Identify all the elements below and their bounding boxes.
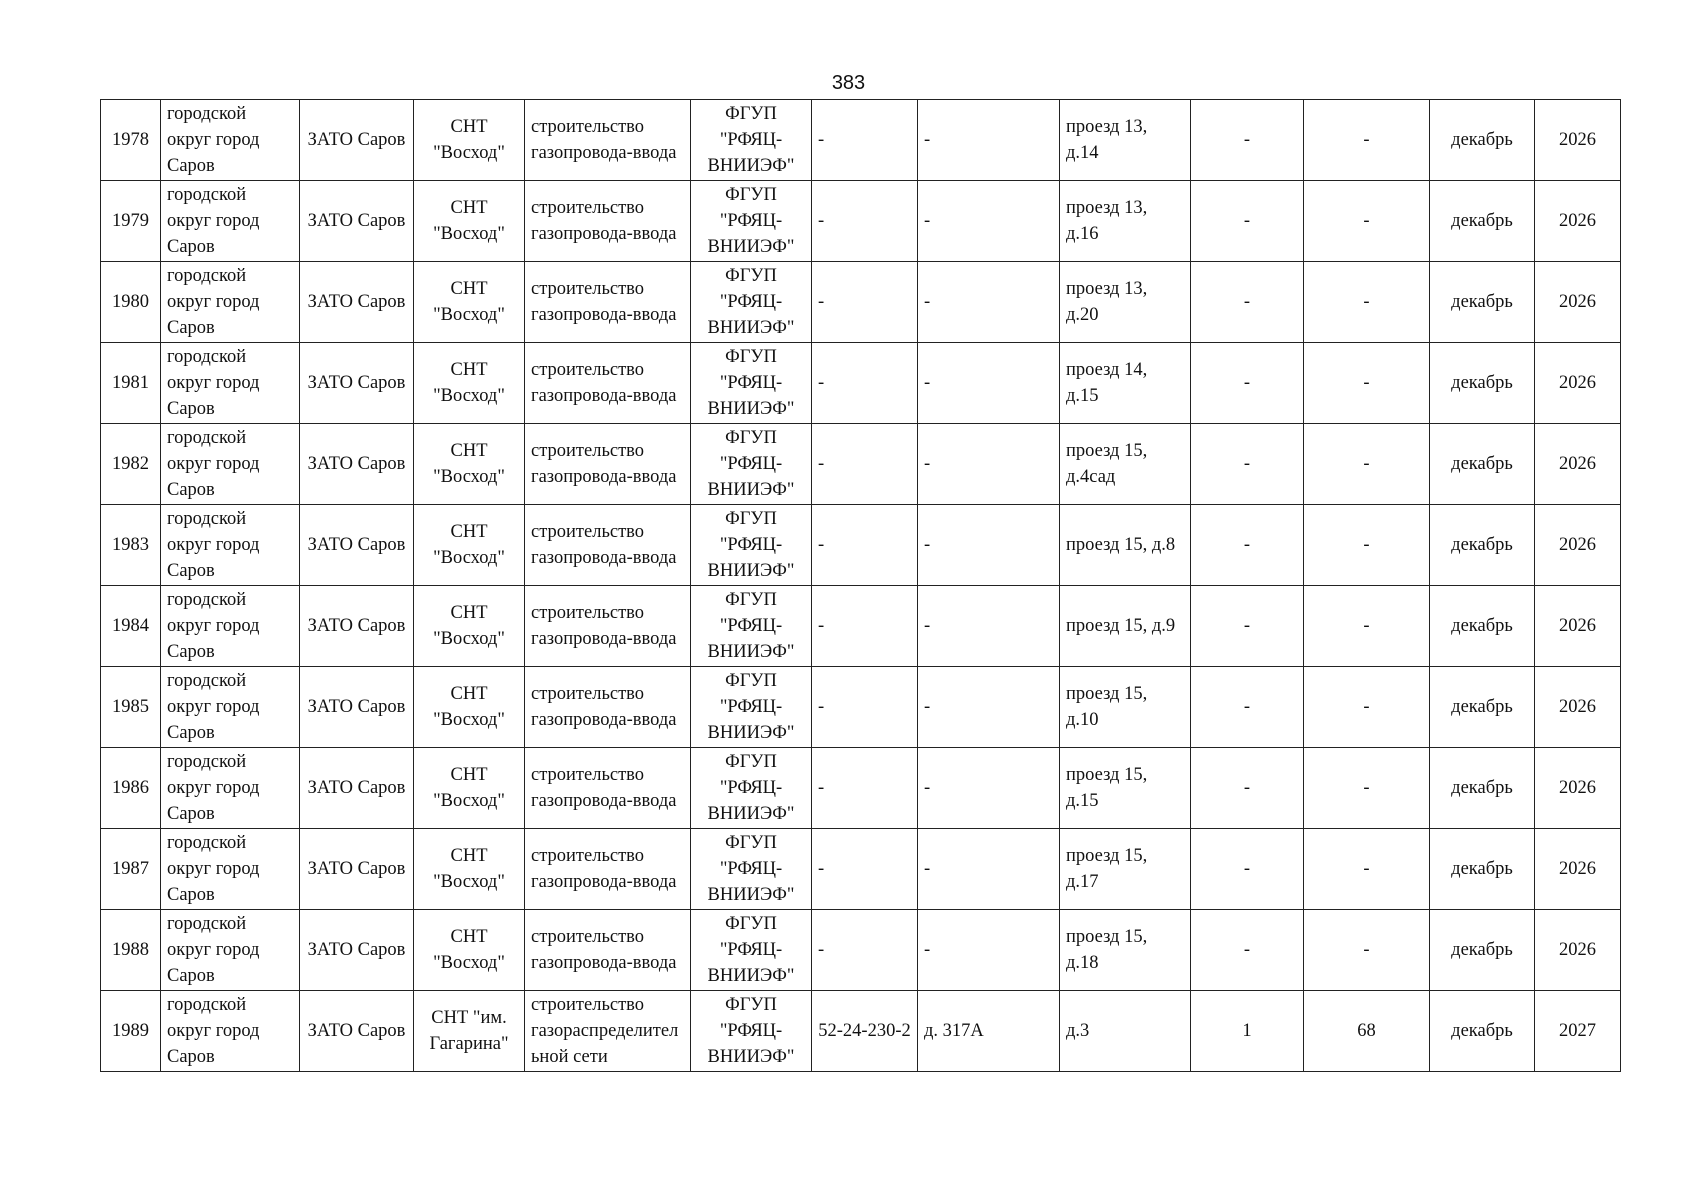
year-cell: 2026 [1535,910,1621,991]
month-cell: декабрь [1430,343,1535,424]
address-cell: проезд 13, д.20 [1060,262,1191,343]
quantity-cell: - [1191,586,1304,667]
month-cell: декабрь [1430,100,1535,181]
organization-cell: ФГУП "РФЯЦ-ВНИИЭФ" [691,424,812,505]
address-cell: проезд 15, д.18 [1060,910,1191,991]
address-cell: проезд 13, д.16 [1060,181,1191,262]
municipality-cell: городской округ город Саров [161,667,300,748]
year-cell: 2026 [1535,424,1621,505]
settlement-cell: ЗАТО Саров [300,424,414,505]
address-cell: д.3 [1060,991,1191,1072]
row-number-cell: 1983 [101,505,161,586]
object-cell: СНТ "Восход" [414,910,525,991]
work-type-cell: строительство газопровода-ввода [525,586,691,667]
quantity-cell: 1 [1191,991,1304,1072]
length-cell: - [1304,181,1430,262]
row-number-cell: 1980 [101,262,161,343]
year-cell: 2026 [1535,343,1621,424]
municipality-cell: городской округ город Саров [161,991,300,1072]
work-type-cell: строительство газопровода-ввода [525,910,691,991]
cadastral-cell: - [812,748,918,829]
length-cell: - [1304,100,1430,181]
month-cell: декабрь [1430,829,1535,910]
page-number: 383 [831,72,866,94]
address-cell: проезд 15, д.9 [1060,586,1191,667]
house-cell: - [918,505,1060,586]
row-number-cell: 1979 [101,181,161,262]
month-cell: декабрь [1430,424,1535,505]
quantity-cell: - [1191,100,1304,181]
quantity-cell: - [1191,262,1304,343]
house-cell: - [918,424,1060,505]
house-cell: - [918,100,1060,181]
cadastral-cell: - [812,262,918,343]
length-cell: - [1304,505,1430,586]
quantity-cell: - [1191,748,1304,829]
settlement-cell: ЗАТО Саров [300,991,414,1072]
year-cell: 2026 [1535,100,1621,181]
municipality-cell: городской округ город Саров [161,910,300,991]
organization-cell: ФГУП "РФЯЦ-ВНИИЭФ" [691,181,812,262]
cadastral-cell: 52-24-230-2 [812,991,918,1072]
row-number-cell: 1989 [101,991,161,1072]
work-type-cell: строительство газопровода-ввода [525,181,691,262]
table-row [101,586,1621,667]
year-cell: 2026 [1535,181,1621,262]
month-cell: декабрь [1430,991,1535,1072]
house-cell: - [918,910,1060,991]
length-cell: - [1304,262,1430,343]
gas-pipeline-table [100,99,1621,1072]
cadastral-cell: - [812,181,918,262]
address-cell: проезд 15, д.17 [1060,829,1191,910]
table-row [101,829,1621,910]
table-row [101,424,1621,505]
month-cell: декабрь [1430,181,1535,262]
row-number-cell: 1985 [101,667,161,748]
month-cell: декабрь [1430,262,1535,343]
settlement-cell: ЗАТО Саров [300,748,414,829]
object-cell: СНТ "Восход" [414,505,525,586]
object-cell: СНТ "Восход" [414,262,525,343]
month-cell: декабрь [1430,910,1535,991]
work-type-cell: строительство газопровода-ввода [525,505,691,586]
municipality-cell: городской округ город Саров [161,829,300,910]
cadastral-cell: - [812,586,918,667]
object-cell: СНТ "Восход" [414,586,525,667]
settlement-cell: ЗАТО Саров [300,667,414,748]
object-cell: СНТ "Восход" [414,748,525,829]
cadastral-cell: - [812,100,918,181]
settlement-cell: ЗАТО Саров [300,100,414,181]
year-cell: 2026 [1535,748,1621,829]
settlement-cell: ЗАТО Саров [300,343,414,424]
table-row [101,910,1621,991]
settlement-cell: ЗАТО Саров [300,586,414,667]
length-cell: - [1304,748,1430,829]
length-cell: - [1304,829,1430,910]
house-cell: - [918,829,1060,910]
table-row [101,505,1621,586]
cadastral-cell: - [812,829,918,910]
house-cell: - [918,586,1060,667]
municipality-cell: городской округ город Саров [161,748,300,829]
object-cell: СНТ "Восход" [414,343,525,424]
row-number-cell: 1988 [101,910,161,991]
row-number-cell: 1987 [101,829,161,910]
quantity-cell: - [1191,505,1304,586]
municipality-cell: городской округ город Саров [161,100,300,181]
object-cell: СНТ "им. Гагарина" [414,991,525,1072]
table-row [101,667,1621,748]
work-type-cell: строительство газопровода-ввода [525,343,691,424]
month-cell: декабрь [1430,748,1535,829]
organization-cell: ФГУП "РФЯЦ-ВНИИЭФ" [691,262,812,343]
organization-cell: ФГУП "РФЯЦ-ВНИИЭФ" [691,748,812,829]
house-cell: - [918,343,1060,424]
address-cell: проезд 14, д.15 [1060,343,1191,424]
settlement-cell: ЗАТО Саров [300,181,414,262]
quantity-cell: - [1191,667,1304,748]
quantity-cell: - [1191,910,1304,991]
table-row [101,343,1621,424]
object-cell: СНТ "Восход" [414,100,525,181]
settlement-cell: ЗАТО Саров [300,505,414,586]
work-type-cell: строительство газопровода-ввода [525,667,691,748]
cadastral-cell: - [812,910,918,991]
municipality-cell: городской округ город Саров [161,586,300,667]
table-row [101,991,1621,1072]
length-cell: - [1304,424,1430,505]
length-cell: - [1304,910,1430,991]
year-cell: 2026 [1535,667,1621,748]
organization-cell: ФГУП "РФЯЦ-ВНИИЭФ" [691,343,812,424]
settlement-cell: ЗАТО Саров [300,829,414,910]
house-cell: - [918,748,1060,829]
cadastral-cell: - [812,424,918,505]
work-type-cell: строительство газопровода-ввода [525,748,691,829]
work-type-cell: строительство газораспределительной сети [525,991,691,1072]
month-cell: декабрь [1430,505,1535,586]
length-cell: 68 [1304,991,1430,1072]
municipality-cell: городской округ город Саров [161,262,300,343]
table-row [101,100,1621,181]
row-number-cell: 1986 [101,748,161,829]
address-cell: проезд 15, д.10 [1060,667,1191,748]
row-number-cell: 1981 [101,343,161,424]
house-cell: - [918,667,1060,748]
work-type-cell: строительство газопровода-ввода [525,829,691,910]
municipality-cell: городской округ город Саров [161,424,300,505]
month-cell: декабрь [1430,586,1535,667]
length-cell: - [1304,343,1430,424]
work-type-cell: строительство газопровода-ввода [525,424,691,505]
house-cell: - [918,262,1060,343]
table-body [101,100,1621,1072]
address-cell: проезд 15, д.4сад [1060,424,1191,505]
length-cell: - [1304,667,1430,748]
cadastral-cell: - [812,667,918,748]
organization-cell: ФГУП "РФЯЦ-ВНИИЭФ" [691,505,812,586]
length-cell: - [1304,586,1430,667]
quantity-cell: - [1191,424,1304,505]
object-cell: СНТ "Восход" [414,424,525,505]
row-number-cell: 1984 [101,586,161,667]
organization-cell: ФГУП "РФЯЦ-ВНИИЭФ" [691,829,812,910]
address-cell: проезд 15, д.15 [1060,748,1191,829]
row-number-cell: 1982 [101,424,161,505]
year-cell: 2026 [1535,505,1621,586]
table-row [101,262,1621,343]
organization-cell: ФГУП "РФЯЦ-ВНИИЭФ" [691,586,812,667]
table-row [101,181,1621,262]
municipality-cell: городской округ город Саров [161,181,300,262]
address-cell: проезд 15, д.8 [1060,505,1191,586]
year-cell: 2026 [1535,586,1621,667]
organization-cell: ФГУП "РФЯЦ-ВНИИЭФ" [691,910,812,991]
settlement-cell: ЗАТО Саров [300,910,414,991]
municipality-cell: городской округ город Саров [161,343,300,424]
month-cell: декабрь [1430,667,1535,748]
house-cell: д. 317А [918,991,1060,1072]
work-type-cell: строительство газопровода-ввода [525,262,691,343]
quantity-cell: - [1191,343,1304,424]
row-number-cell: 1978 [101,100,161,181]
municipality-cell: городской округ город Саров [161,505,300,586]
year-cell: 2027 [1535,991,1621,1072]
house-cell: - [918,181,1060,262]
year-cell: 2026 [1535,829,1621,910]
cadastral-cell: - [812,343,918,424]
address-cell: проезд 13, д.14 [1060,100,1191,181]
organization-cell: ФГУП "РФЯЦ-ВНИИЭФ" [691,667,812,748]
organization-cell: ФГУП "РФЯЦ-ВНИИЭФ" [691,100,812,181]
organization-cell: ФГУП "РФЯЦ-ВНИИЭФ" [691,991,812,1072]
object-cell: СНТ "Восход" [414,829,525,910]
settlement-cell: ЗАТО Саров [300,262,414,343]
object-cell: СНТ "Восход" [414,667,525,748]
quantity-cell: - [1191,181,1304,262]
cadastral-cell: - [812,505,918,586]
table-row [101,748,1621,829]
work-type-cell: строительство газопровода-ввода [525,100,691,181]
year-cell: 2026 [1535,262,1621,343]
object-cell: СНТ "Восход" [414,181,525,262]
quantity-cell: - [1191,829,1304,910]
